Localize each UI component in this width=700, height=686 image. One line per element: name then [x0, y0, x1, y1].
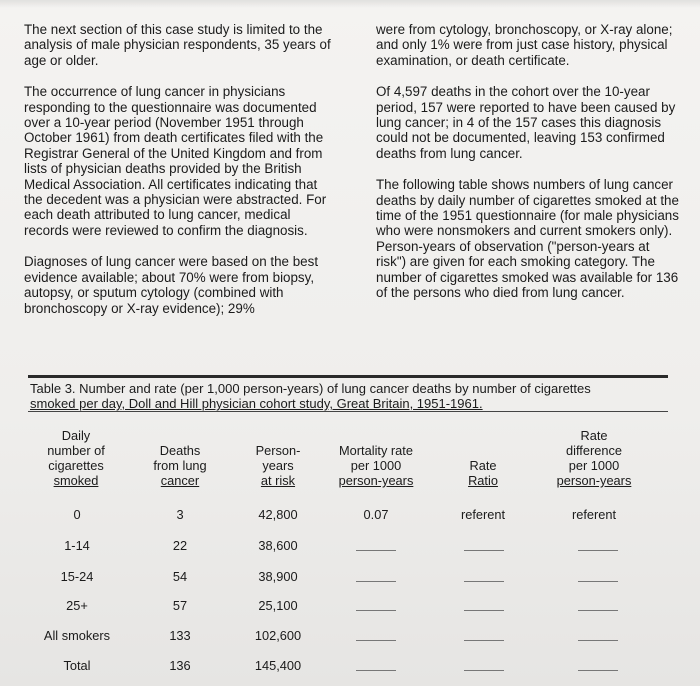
- table-cell-cat: Total: [63, 658, 91, 673]
- table-cell-cat: 15-24: [60, 569, 94, 584]
- header-line: cancer: [160, 473, 200, 488]
- blank-answer-line: [464, 670, 504, 671]
- table-cell-py: 42,800: [258, 507, 298, 522]
- blank-answer-line: [578, 581, 618, 582]
- table-cell-deaths: 136: [169, 658, 191, 673]
- blank-answer-line: [578, 610, 618, 611]
- blank-answer-line: [464, 610, 504, 611]
- header-mortality-rate: [330, 443, 422, 488]
- header-line: per 1000: [350, 458, 402, 473]
- blank-answer-line: [356, 640, 396, 641]
- table-top-rule: [28, 375, 668, 378]
- table-cell-cat: 0: [73, 507, 81, 522]
- header-line: Rate: [580, 428, 608, 443]
- header-line: years: [262, 458, 294, 473]
- header-line: from lung: [153, 458, 207, 473]
- table-cell-py: 145,400: [254, 658, 302, 673]
- blank-answer-line: [356, 610, 396, 611]
- header-line: number of: [47, 443, 105, 458]
- table-caption: [30, 381, 670, 411]
- table-cell-diff: referent: [571, 507, 617, 522]
- header-line: at risk: [260, 473, 296, 488]
- header-line: per 1000: [568, 458, 620, 473]
- blank-answer-line: [464, 550, 504, 551]
- blank-answer-line: [464, 581, 504, 582]
- table-cell-ratio: referent: [460, 507, 506, 522]
- table-cell-py: 25,100: [258, 598, 298, 613]
- blank-answer-line: [578, 550, 618, 551]
- header-rate-difference: [548, 428, 640, 488]
- blank-answer-line: [356, 670, 396, 671]
- header-line: Ratio: [468, 473, 498, 488]
- table-cell-cat: All smokers: [43, 628, 111, 643]
- header-rate-ratio: [455, 458, 511, 488]
- table-cell-mort: 0.07: [363, 507, 389, 522]
- paragraph: Diagnoses of lung cancer were based on the best evidence available; about 70% were from biopsy, autopsy, or sputum cytology (combined with bronchoscopy or X-ray evidence); 29%: [24, 254, 319, 316]
- header-line: Rate: [469, 458, 497, 473]
- caption-line: smoked per day, Doll and Hill physician cohort study, Great Britain, 1951-1961.: [30, 396, 483, 411]
- header-line: Deaths: [159, 443, 201, 458]
- table-header-rule: [28, 411, 668, 412]
- header-line: person-years: [338, 473, 414, 488]
- table-cell-py: 38,900: [258, 569, 298, 584]
- table-cell-py: 38,600: [258, 538, 298, 553]
- left-column: [24, 22, 334, 332]
- table-cell-deaths: 3: [176, 507, 184, 522]
- header-line: Daily: [61, 428, 91, 443]
- paragraph: were from cytology, bronchoscopy, or X-ray alone; and only 1% were from just case history, physical examination, or death certificate.: [376, 22, 673, 68]
- header-line: cigarettes: [48, 458, 104, 473]
- header-line: smoked: [53, 473, 99, 488]
- paragraph: Of 4,597 deaths in the cohort over the 10-year period, 157 were reported to have been caused by lung cancer; in 4 of the 157 cases this diagnosis could not be documented, leaving 153 confirmed deaths from lung cancer.: [376, 84, 676, 161]
- page-shadow: [0, 0, 700, 8]
- blank-answer-line: [356, 550, 396, 551]
- caption-line: Table 3. Number and rate (per 1,000 person-years) of lung cancer deaths by number of cigarettes: [30, 381, 591, 396]
- header-line: Mortality rate: [339, 443, 413, 458]
- table-cell-deaths: 57: [172, 598, 188, 613]
- header-line: Person-: [255, 443, 301, 458]
- paragraph: The next section of this case study is limited to the analysis of male physician respondents, 35 years of age or older.: [24, 22, 331, 68]
- paragraph: The following table shows numbers of lung cancer deaths by daily number of cigarettes smoked at the time of the 1951 questionnaire (for male physicians who were nonsmokers and current smokers only). Person-years of observation ("person-years at risk") are given for each smoking category. The number of cigarettes smoked was available for 136 of the persons who died from lung cancer.: [376, 177, 679, 301]
- header-person-years: [246, 443, 310, 488]
- header-daily-cigarettes: [44, 428, 108, 488]
- table-cell-deaths: 54: [172, 569, 188, 584]
- table-cell-cat: 1-14: [64, 538, 90, 553]
- header-line: difference: [566, 443, 622, 458]
- header-deaths: [145, 443, 215, 488]
- blank-answer-line: [464, 640, 504, 641]
- table-cell-deaths: 133: [169, 628, 191, 643]
- right-column: [376, 22, 681, 317]
- blank-answer-line: [578, 670, 618, 671]
- header-line: person-years: [556, 473, 632, 488]
- table-cell-py: 102,600: [254, 628, 302, 643]
- blank-answer-line: [356, 581, 396, 582]
- table-cell-deaths: 22: [172, 538, 188, 553]
- table-cell-cat: 25+: [66, 598, 88, 613]
- paragraph: The occurrence of lung cancer in physicians responding to the questionnaire was documented over a 10-year period (November 1951 through October 1961) from death certificates filed with the Registrar General of the United Kingdom and from lists of physician deaths provided by the British Medical Association. All certificates indicating that the decedent was a physician were abstracted. For each death attributed to lung cancer, medical records were reviewed to confirm the diagnosis.: [24, 84, 327, 238]
- blank-answer-line: [578, 640, 618, 641]
